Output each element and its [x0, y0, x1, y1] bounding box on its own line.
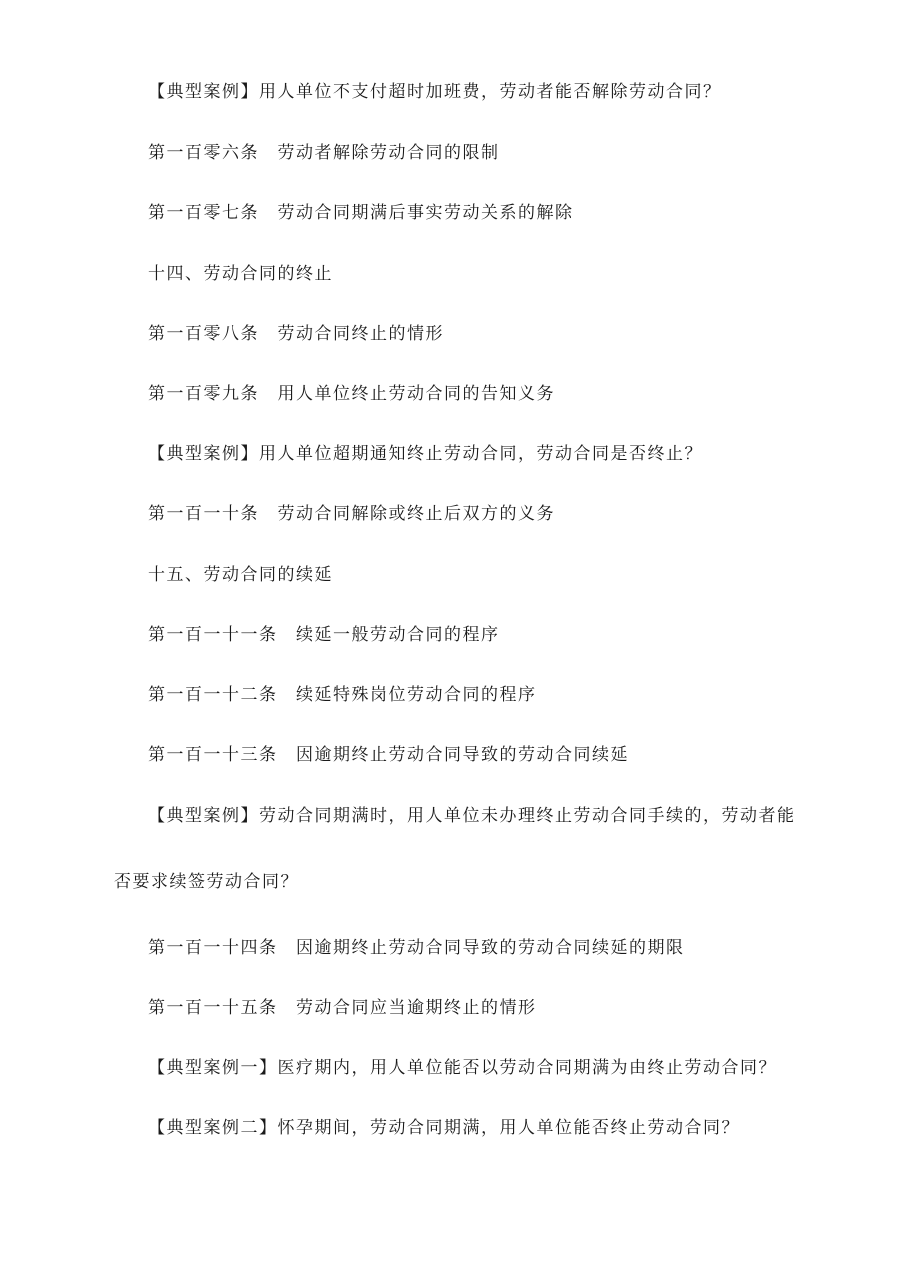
article-line: 第一百一十五条 劳动合同应当逾期终止的情形: [148, 998, 537, 1018]
case-line: 【典型案例】劳动合同期满时，用人单位未办理终止劳动合同手续的，劳动者能: [148, 806, 796, 826]
article-line: 第一百零六条 劳动者解除劳动合同的限制: [148, 143, 500, 163]
case-line: 【典型案例】用人单位不支付超时加班费，劳动者能否解除劳动合同？: [148, 82, 722, 102]
article-line: 第一百零八条 劳动合同终止的情形: [148, 324, 444, 344]
article-line: 第一百一十四条 因逾期终止劳动合同导致的劳动合同续延的期限: [148, 938, 685, 958]
section-heading: 十五、劳动合同的续延: [148, 565, 333, 585]
case-line: 【典型案例】用人单位超期通知终止劳动合同，劳动合同是否终止？: [148, 444, 703, 464]
article-line: 第一百一十一条 续延一般劳动合同的程序: [148, 625, 500, 645]
case-line-continuation: 否要求续签劳动合同？: [114, 872, 299, 892]
case-line: 【典型案例一】医疗期内，用人单位能否以劳动合同期满为由终止劳动合同？: [148, 1058, 777, 1078]
article-line: 第一百零七条 劳动合同期满后事实劳动关系的解除: [148, 203, 574, 223]
article-line: 第一百一十二条 续延特殊岗位劳动合同的程序: [148, 685, 537, 705]
article-line: 第一百一十条 劳动合同解除或终止后双方的义务: [148, 504, 555, 524]
case-line: 【典型案例二】怀孕期间，劳动合同期满，用人单位能否终止劳动合同？: [148, 1118, 740, 1138]
article-line: 第一百零九条 用人单位终止劳动合同的告知义务: [148, 384, 555, 404]
article-line: 第一百一十三条 因逾期终止劳动合同导致的劳动合同续延: [148, 745, 629, 765]
section-heading: 十四、劳动合同的终止: [148, 264, 333, 284]
